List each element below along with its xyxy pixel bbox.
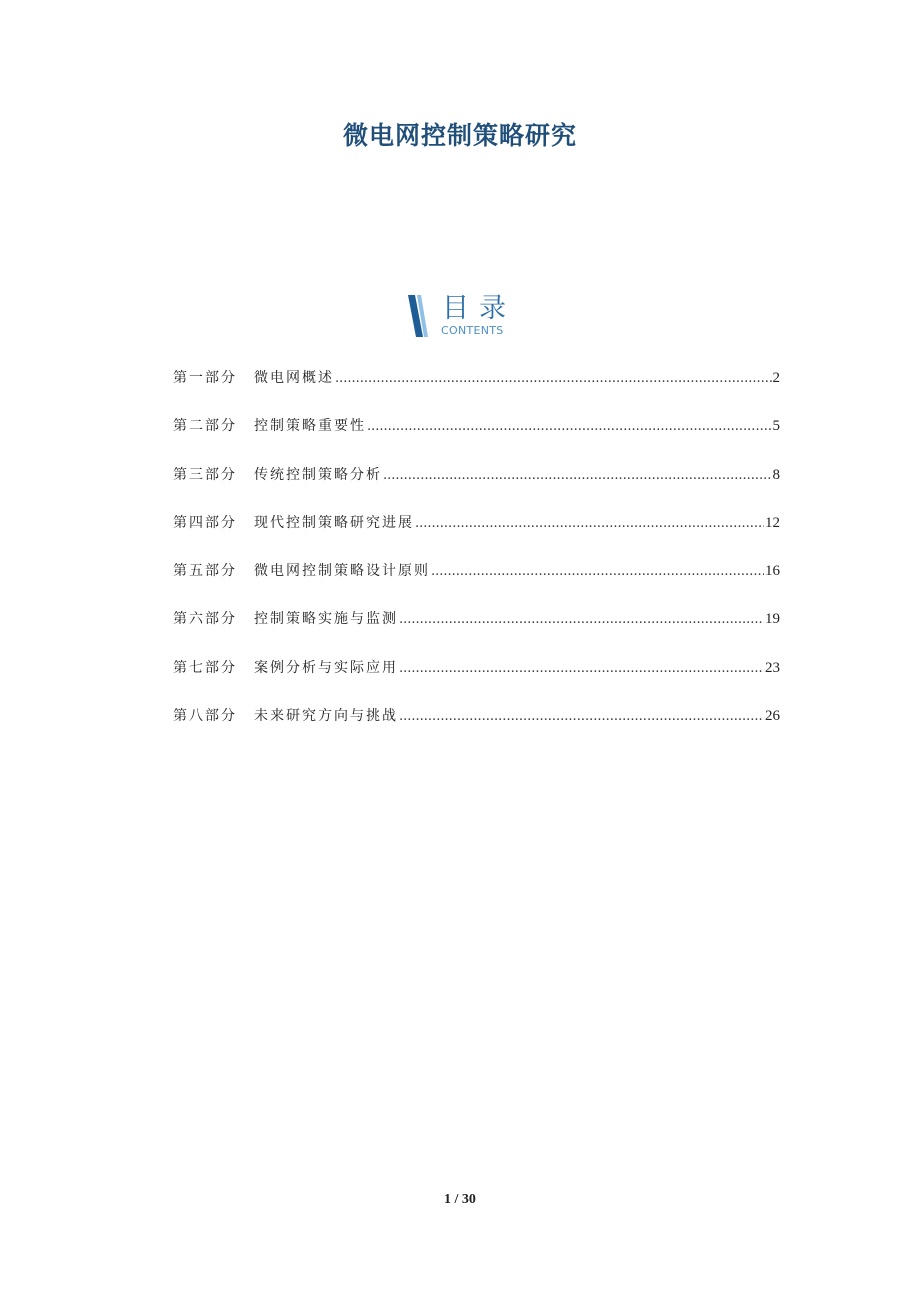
- toc-entry-part: 第八部分: [173, 708, 237, 725]
- toc-entry-page: 12: [765, 514, 780, 531]
- slanted-stripes-icon: [406, 295, 432, 337]
- toc-entry-title: 未来研究方向与挑战: [254, 708, 398, 725]
- toc-entry-part: 第二部分: [173, 418, 237, 435]
- toc-dot-leader: [383, 464, 772, 488]
- toc-dot-leader: [415, 512, 764, 536]
- toc-entry-title: 传统控制策略分析: [254, 466, 382, 483]
- toc-entry-part: 第七部分: [173, 659, 237, 676]
- toc-entry[interactable]: [173, 463, 780, 487]
- document-title: 微电网控制策略研究: [342, 121, 577, 150]
- toc-dot-leader: [399, 608, 764, 632]
- toc-heading: 目录: [442, 293, 516, 324]
- toc-entry-page: 26: [765, 708, 780, 725]
- toc-entry[interactable]: [173, 414, 780, 438]
- toc-dot-leader: [431, 560, 764, 584]
- toc-entry-page: 16: [765, 563, 780, 580]
- page-indicator: 1 / 30: [444, 1192, 476, 1207]
- toc-entry-page: 19: [765, 611, 780, 628]
- toc-entry[interactable]: [173, 704, 780, 728]
- toc-entry-page: 5: [772, 418, 780, 435]
- toc-entry-part: 第一部分: [173, 370, 237, 386]
- toc-entry[interactable]: [173, 656, 780, 680]
- toc-entry-part: 第四部分: [173, 514, 237, 531]
- toc-dot-leader: [367, 415, 772, 439]
- toc-dot-leader: [399, 657, 764, 681]
- toc-entry-title: 案例分析与实际应用: [254, 659, 398, 676]
- toc-entry-title: 控制策略实施与监测: [254, 611, 398, 628]
- toc-entry[interactable]: [173, 559, 780, 583]
- toc-entry-part: 第五部分: [173, 563, 237, 580]
- toc-dot-leader: [399, 705, 764, 729]
- toc-entry-page: 8: [772, 466, 780, 483]
- toc-entry[interactable]: [173, 511, 780, 535]
- toc-entry-part: 第三部分: [173, 466, 237, 483]
- toc-list: [173, 366, 780, 752]
- toc-entry-title: 控制策略重要性: [254, 418, 366, 435]
- toc-entry[interactable]: [173, 607, 780, 631]
- toc-header: [406, 295, 526, 341]
- toc-dot-leader: [335, 367, 772, 391]
- toc-entry-page: 23: [765, 659, 780, 676]
- toc-entry-title: 微电网控制策略设计原则: [254, 563, 430, 580]
- toc-entry-part: 第六部分: [173, 611, 237, 628]
- toc-entry-title: 现代控制策略研究进展: [254, 514, 414, 531]
- toc-entry-title: 微电网概述: [254, 370, 334, 386]
- toc-subheading: CONTENTS: [441, 324, 504, 337]
- toc-entry[interactable]: [173, 366, 780, 390]
- toc-entry-page: 2: [772, 370, 780, 386]
